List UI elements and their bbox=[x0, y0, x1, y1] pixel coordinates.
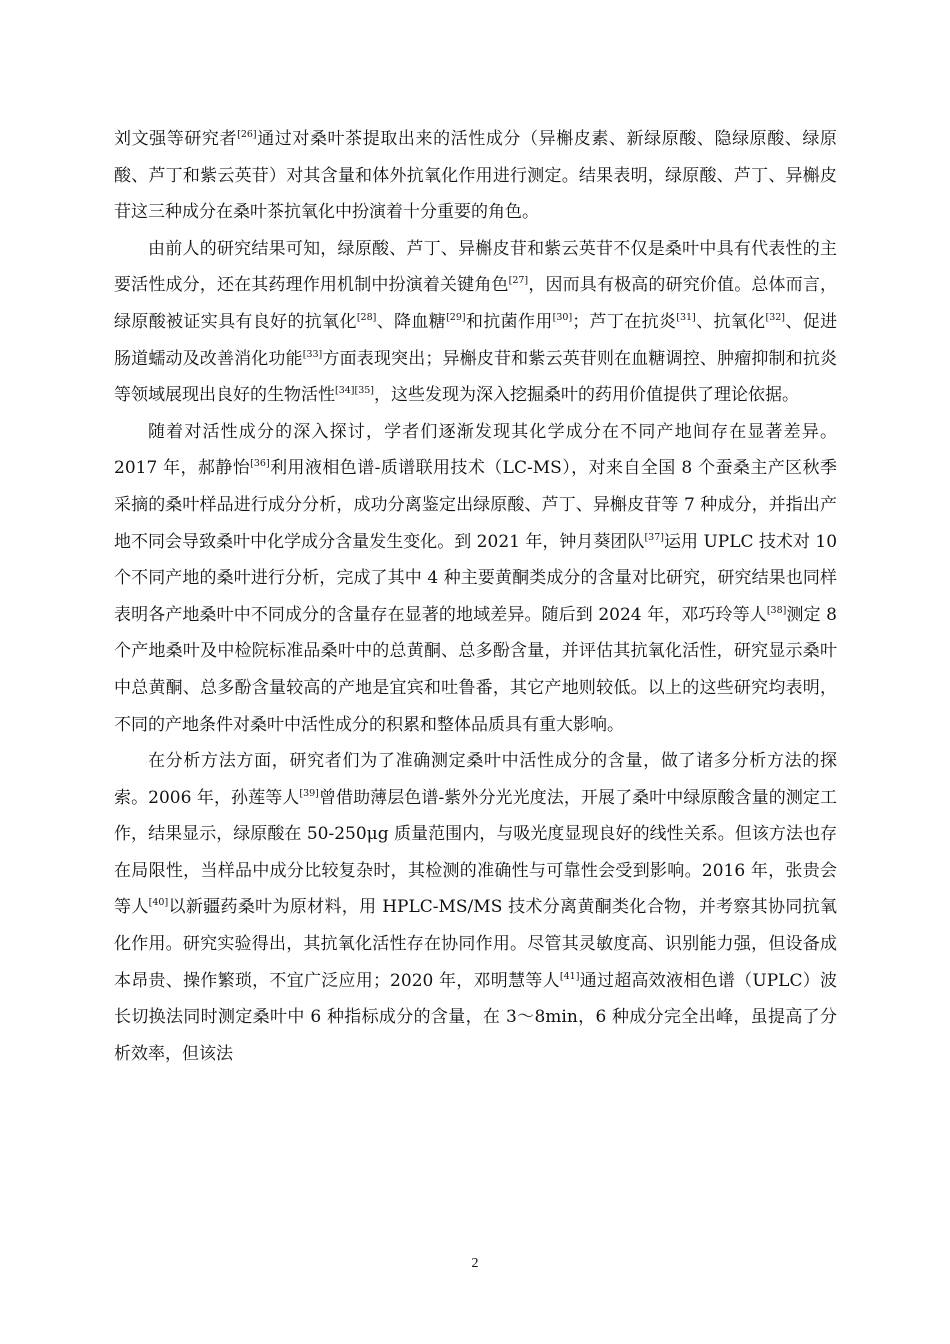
citation-ref: [40] bbox=[148, 897, 169, 909]
citation-ref: [41] bbox=[559, 970, 580, 982]
text-segment: 测定 8 个产地桑叶及中检院标准品桑叶中的总黄酮、总多酚含量，并评估其抗氧化活性，研究显示桑叶中总黄酮、总多酚含量较高的产地是宜宾和吐鲁番，其它产地则较低。以上的这些研究均表明，不同的产地条件对桑叶中活性成分的积累和整体品质具有重大影响。 bbox=[114, 604, 837, 735]
page-number: 2 bbox=[471, 1256, 479, 1271]
citation-ref: [39] bbox=[299, 787, 319, 799]
text-segment: 、促进肠道蠕动及改善消化功能 bbox=[114, 311, 838, 369]
text-segment: ；芦丁在抗炎 bbox=[572, 311, 677, 332]
text-segment: 运用 UPLC 技术对 10 个不同产地的桑叶进行分析，完成了其中 4 种主要黄酮类成分的含量对比研究，研究结果也同样表明各产地桑叶中不同成分的含量存在显著的地域差异。随后到 2024 年，邓巧玲等人 bbox=[114, 531, 838, 625]
citation-ref: [37] bbox=[644, 531, 664, 543]
citation-ref: [30] bbox=[552, 311, 573, 323]
paragraph bbox=[114, 414, 837, 743]
paragraph bbox=[114, 743, 837, 1072]
text-segment: 、抗氧化 bbox=[695, 311, 766, 332]
citation-ref: [26] bbox=[237, 129, 257, 140]
paragraph bbox=[114, 231, 837, 414]
text-segment: 方面表现突出；异槲皮苷和紫云英苷则在血糖调控、肿瘤抑制和抗炎等领域展现出良好的生物活性 bbox=[114, 348, 838, 406]
text-segment: 刘文强等研究者 bbox=[114, 129, 238, 149]
citation-ref: [27] bbox=[508, 275, 529, 287]
text-segment: ，这些发现为深入挖掘桑叶的药用价值提供了理论依据。 bbox=[374, 385, 800, 406]
citation-ref: [31] bbox=[676, 311, 696, 323]
text-segment: 以新疆药桑叶为原材料，用 HPLC-MS/MS 技术分离黄酮类化合物，并考察其协同抗氧化作用。研究实验得出，其抗氧化活性存在协同作用。尽管其灵敏度高、识别能力强，但设备成本昂贵、操作繁琐，不宜广泛应用；2020 年，邓明慧等人 bbox=[114, 897, 838, 991]
text-segment: 在分析方法方面，研究者们为了准确测定桑叶中活性成分的含量，做了诸多分析方法的探索。2006 年，孙莲等人 bbox=[114, 751, 837, 808]
citation-ref: [33] bbox=[302, 348, 323, 360]
citation-ref: [28] bbox=[356, 311, 377, 323]
text-segment: 和抗菌作用 bbox=[465, 311, 553, 332]
citation-ref: [36] bbox=[250, 458, 270, 470]
citation-ref: [29] bbox=[446, 311, 466, 323]
text-segment: 曾借助薄层色谱-紫外分光光度法，开展了桑叶中绿原酸含量的测定工作，结果显示，绿原酸在 50-250μg 质量范围内，与吸光度显现良好的线性关系。但该方法也存在局限性，当样品中成分比较复杂时，其检测的准确性与可靠性会受到影响。2016 年，张贵会等人 bbox=[114, 787, 837, 918]
citation-ref: [32] bbox=[765, 311, 786, 323]
paragraph bbox=[114, 121, 837, 231]
citation-ref: [38] bbox=[766, 604, 787, 616]
text-segment: ，因而具有极高的研究价值。总体而言，绿原酸被证实具有良好的抗氧化 bbox=[114, 275, 838, 332]
text-segment: 、降血糖 bbox=[376, 311, 447, 332]
text-segment: 利用液相色谱-质谱联用技术（LC-MS），对来自全国 8 个蚕桑主产区秋季采摘的桑叶样品进行成分分析，成功分离鉴定出绿原酸、芦丁、异槲皮苷等 7 种成分，并指出产地不同会导致桑叶中化学成分含量发生变化。到 2021 年，钟月葵团队 bbox=[114, 458, 837, 552]
text-segment: 随着对活性成分的深入探讨，学者们逐渐发现其化学成分在不同产地间存在显著差异。2017 年，郝静怡 bbox=[114, 421, 837, 479]
text-segment: 由前人的研究结果可知，绿原酸、芦丁、异槲皮苷和紫云英苷不仅是桑叶中具有代表性的主要活性成分，还在其药理作用机制中扮演着关键角色 bbox=[114, 238, 837, 296]
body-text bbox=[114, 121, 837, 1072]
text-segment: 通过对桑叶茶提取出来的活性成分（异槲皮素、新绿原酸、隐绿原酸、绿原酸、芦丁和紫云英苷）对其含量和体外抗氧化作用进行测定。结果表明，绿原酸、芦丁、异槲皮苷这三种成分在桑叶茶抗氧化中扮演着十分重要的角色。 bbox=[114, 129, 837, 223]
text-segment: 通过超高效液相色谱（UPLC）波长切换法同时测定桑叶中 6 种指标成分的含量，在 3～8min，6 种成分完全出峰，虽提高了分析效率，但该法 bbox=[114, 970, 838, 1064]
citation-ref: [34][35] bbox=[335, 385, 375, 397]
